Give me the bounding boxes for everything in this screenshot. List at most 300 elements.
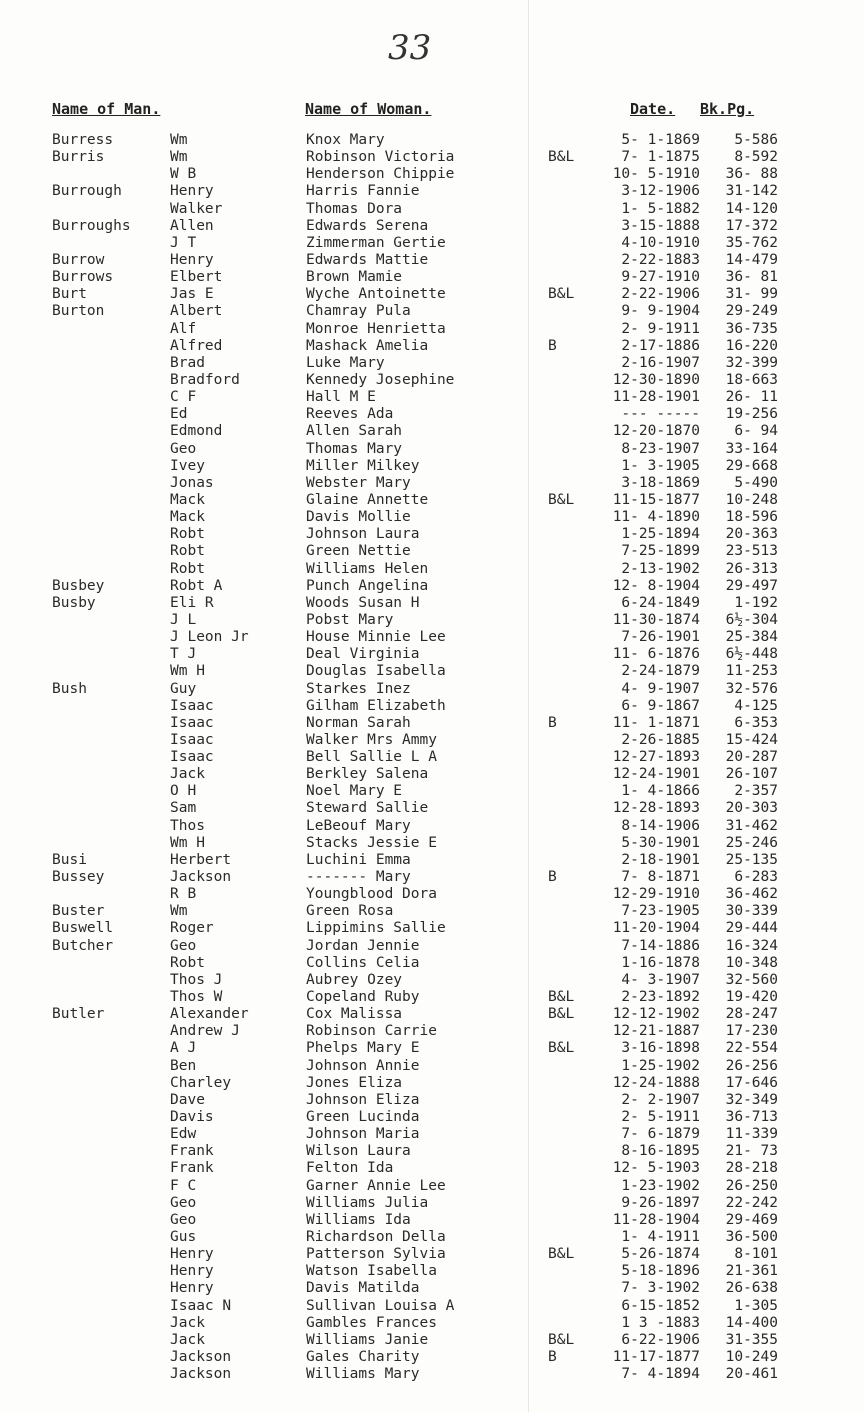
record-date: 12-21-1887	[612, 1023, 700, 1040]
record-book-page: 26-250	[725, 1177, 778, 1194]
record-date: 12-27-1893	[612, 749, 700, 766]
record-man-surname: Busby	[52, 594, 96, 611]
record-man-given-name: Henry	[170, 1246, 214, 1263]
record-man-given-name: Roger	[170, 920, 214, 937]
record-man-given-name: R B	[170, 886, 197, 903]
record-man-given-name: Alexander	[170, 1006, 249, 1023]
record-row	[0, 321, 864, 338]
record-man-given-name: Alf	[170, 320, 197, 337]
record-row	[0, 1315, 864, 1332]
record-date: 1-25-1902	[621, 1057, 700, 1074]
record-row	[0, 783, 864, 800]
record-date: 3-12-1906	[621, 183, 700, 200]
record-date: 6- 9-1867	[621, 697, 700, 714]
record-book-page: 4-125	[734, 697, 778, 714]
record-note: B&L	[548, 286, 575, 303]
record-man-surname: Bush	[52, 680, 87, 697]
record-book-page: 22-242	[725, 1194, 778, 1211]
record-man-surname: Buster	[52, 903, 105, 920]
record-row	[0, 509, 864, 526]
record-man-given-name: J T	[170, 234, 197, 251]
record-book-page: 29-249	[725, 303, 778, 320]
record-row	[0, 1075, 864, 1092]
record-man-given-name: Thos W	[170, 989, 223, 1006]
record-woman-name: Zimmerman Gertie	[306, 234, 446, 251]
record-book-page: 23-513	[725, 543, 778, 560]
record-woman-name: Woods Susan H	[306, 594, 420, 611]
record-man-given-name: T J	[170, 646, 197, 663]
record-man-surname: Burrough	[52, 183, 122, 200]
record-date: 2-22-1906	[621, 286, 700, 303]
record-man-given-name: Allen	[170, 217, 214, 234]
record-man-given-name: Isaac	[170, 731, 214, 748]
record-note: B&L	[548, 1006, 575, 1023]
record-man-given-name: Eli R	[170, 594, 214, 611]
record-date: 7- 4-1894	[621, 1366, 700, 1383]
record-date: 6-24-1849	[621, 594, 700, 611]
record-book-page: 36-713	[725, 1109, 778, 1126]
record-row	[0, 1023, 864, 1040]
record-man-given-name: Jonas	[170, 474, 214, 491]
record-book-page: 35-762	[725, 234, 778, 251]
record-book-page: 31-355	[725, 1331, 778, 1348]
record-man-given-name: Bradford	[170, 371, 240, 388]
record-woman-name: Luke Mary	[306, 354, 385, 371]
record-date: 3-15-1888	[621, 217, 700, 234]
record-date: 7-23-1905	[621, 903, 700, 920]
record-date: 2-23-1892	[621, 989, 700, 1006]
record-date: 10- 5-1910	[612, 166, 700, 183]
record-book-page: 32-349	[725, 1091, 778, 1108]
record-date: 8-14-1906	[621, 817, 700, 834]
record-book-page: 36- 81	[725, 269, 778, 286]
record-book-page: 36-735	[725, 320, 778, 337]
record-woman-name: Stacks Jessie E	[306, 834, 437, 851]
record-note: B	[548, 869, 557, 886]
header-name-of-man: Name of Man.	[52, 100, 161, 118]
record-date: 12-28-1893	[612, 800, 700, 817]
record-date: 5-26-1874	[621, 1246, 700, 1263]
record-row	[0, 475, 864, 492]
record-date: 7-14-1886	[621, 937, 700, 954]
record-man-surname: Butcher	[52, 937, 114, 954]
record-man-given-name: Jack	[170, 1314, 205, 1331]
record-date: 1- 4-1866	[621, 783, 700, 800]
record-date: 1- 4-1911	[621, 1229, 700, 1245]
record-note: B&L	[548, 491, 575, 508]
record-book-page: 8-592	[734, 149, 778, 166]
record-man-given-name: Isaac	[170, 749, 214, 766]
record-woman-name: Davis Matilda	[306, 1280, 420, 1297]
record-man-given-name: Ed	[170, 406, 188, 423]
record-man-given-name: Henry	[170, 251, 214, 268]
record-date: 2-16-1907	[621, 354, 700, 371]
record-man-given-name: Geo	[170, 1211, 197, 1228]
record-woman-name: Punch Angelina	[306, 577, 429, 594]
record-woman-name: Green Rosa	[306, 903, 394, 920]
record-row	[0, 423, 864, 440]
record-book-page: 2-357	[734, 783, 778, 800]
record-date: 12-29-1910	[612, 886, 700, 903]
record-date: 12- 5-1903	[612, 1160, 700, 1177]
record-row	[0, 543, 864, 560]
record-book-page: 32-560	[725, 971, 778, 988]
record-woman-name: Pobst Mary	[306, 611, 394, 628]
record-woman-name: Jordan Jennie	[306, 937, 420, 954]
record-row	[0, 201, 864, 218]
record-date: 1- 5-1882	[621, 200, 700, 217]
record-man-given-name: Wm	[170, 149, 188, 166]
record-date: 2-26-1885	[621, 731, 700, 748]
record-book-page: 33-164	[725, 440, 778, 457]
record-woman-name: Gilham Elizabeth	[306, 697, 446, 714]
record-woman-name: Felton Ida	[306, 1160, 394, 1177]
record-woman-name: Garner Annie Lee	[306, 1177, 446, 1194]
record-date: 11-17-1877	[612, 1348, 700, 1365]
record-book-page: 17-646	[725, 1074, 778, 1091]
record-book-page: 20-303	[725, 800, 778, 817]
record-book-page: 16-220	[725, 337, 778, 354]
record-row	[0, 1160, 864, 1177]
record-date: 6-15-1852	[621, 1297, 700, 1314]
record-row	[0, 406, 864, 423]
record-woman-name: Norman Sarah	[306, 714, 411, 731]
record-woman-name: Deal Virginia	[306, 646, 420, 663]
record-man-surname: Burt	[52, 286, 87, 303]
record-woman-name: Douglas Isabella	[306, 663, 446, 680]
record-man-given-name: Geo	[170, 937, 197, 954]
record-book-page: 8-101	[734, 1246, 778, 1263]
record-book-page: 25-246	[725, 834, 778, 851]
record-row	[0, 749, 864, 766]
record-woman-name: Mashack Amelia	[306, 337, 429, 354]
record-man-given-name: Wm	[170, 132, 188, 148]
record-date: 7-26-1901	[621, 629, 700, 646]
record-row	[0, 218, 864, 235]
record-man-surname: Burrow	[52, 251, 105, 268]
record-row	[0, 1349, 864, 1366]
record-man-given-name: Isaac	[170, 714, 214, 731]
record-book-page: 31- 99	[725, 286, 778, 303]
record-date: 3-16-1898	[621, 1040, 700, 1057]
record-woman-name: Noel Mary E	[306, 783, 403, 800]
record-book-page: 10-249	[725, 1348, 778, 1365]
record-woman-name: Wyche Antoinette	[306, 286, 446, 303]
record-book-page: 17-230	[725, 1023, 778, 1040]
record-date: 12-30-1890	[612, 371, 700, 388]
record-woman-name: Gales Charity	[306, 1348, 420, 1365]
record-date: 12- 8-1904	[612, 577, 700, 594]
record-man-surname: Burrows	[52, 269, 114, 286]
record-man-given-name: Geo	[170, 440, 197, 457]
record-date: 7- 3-1902	[621, 1280, 700, 1297]
record-woman-name: Wilson Laura	[306, 1143, 411, 1160]
record-woman-name: Henderson Chippie	[306, 166, 455, 183]
record-book-page: 14-120	[725, 200, 778, 217]
record-date: --- -----	[621, 406, 700, 423]
record-book-page: 26-313	[725, 560, 778, 577]
record-row	[0, 183, 864, 200]
record-date: 5-30-1901	[621, 834, 700, 851]
record-book-page: 21-361	[725, 1263, 778, 1280]
record-woman-name: Starkes Inez	[306, 680, 411, 697]
record-date: 4-10-1910	[621, 234, 700, 251]
record-row	[0, 698, 864, 715]
record-row	[0, 286, 864, 303]
record-book-page: 14-400	[725, 1314, 778, 1331]
record-row	[0, 338, 864, 355]
record-row	[0, 458, 864, 475]
record-row	[0, 372, 864, 389]
record-woman-name: Reeves Ada	[306, 406, 394, 423]
record-woman-name: Edwards Serena	[306, 217, 429, 234]
record-date: 1-16-1878	[621, 954, 700, 971]
record-man-given-name: Wm H	[170, 663, 205, 680]
record-man-given-name: Jackson	[170, 1366, 232, 1383]
record-row	[0, 800, 864, 817]
record-date: 1 3 -1883	[621, 1314, 700, 1331]
record-book-page: 22-554	[725, 1040, 778, 1057]
record-book-page: 18-596	[725, 509, 778, 526]
record-book-page: 28-218	[725, 1160, 778, 1177]
record-row	[0, 818, 864, 835]
record-woman-name: Robinson Carrie	[306, 1023, 437, 1040]
record-woman-name: Harris Fannie	[306, 183, 420, 200]
record-woman-name: Davis Mollie	[306, 509, 411, 526]
record-row	[0, 886, 864, 903]
record-book-page: 31-142	[725, 183, 778, 200]
record-date: 2- 2-1907	[621, 1091, 700, 1108]
record-row	[0, 1092, 864, 1109]
record-row	[0, 1178, 864, 1195]
record-date: 12-24-1888	[612, 1074, 700, 1091]
record-man-given-name: Jackson	[170, 1348, 232, 1365]
record-woman-name: Copeland Ruby	[306, 989, 420, 1006]
record-note: B&L	[548, 989, 575, 1006]
record-row	[0, 852, 864, 869]
record-date: 11-20-1904	[612, 920, 700, 937]
record-woman-name: Patterson Sylvia	[306, 1246, 446, 1263]
record-woman-name: Edwards Mattie	[306, 251, 429, 268]
record-book-page: 15-424	[725, 731, 778, 748]
record-date: 2-13-1902	[621, 560, 700, 577]
record-man-surname: Busi	[52, 851, 87, 868]
record-date: 11- 4-1890	[612, 509, 700, 526]
record-woman-name: Berkley Salena	[306, 766, 429, 783]
record-book-page: 16-324	[725, 937, 778, 954]
record-man-given-name: Gus	[170, 1229, 197, 1245]
record-book-page: 29-469	[725, 1211, 778, 1228]
record-row	[0, 989, 864, 1006]
record-date: 1-23-1902	[621, 1177, 700, 1194]
record-man-given-name: Dave	[170, 1091, 205, 1108]
record-row	[0, 1280, 864, 1297]
record-man-given-name: Robt A	[170, 577, 223, 594]
record-row	[0, 681, 864, 698]
record-man-given-name: Mack	[170, 509, 205, 526]
record-woman-name: Gambles Frances	[306, 1314, 437, 1331]
record-date: 7-25-1899	[621, 543, 700, 560]
record-book-page: 6½-448	[725, 646, 778, 663]
marriage-records-list	[0, 132, 864, 1383]
record-woman-name: Webster Mary	[306, 474, 411, 491]
record-man-given-name: Ben	[170, 1057, 197, 1074]
record-man-given-name: Robt	[170, 560, 205, 577]
record-book-page: 1-192	[734, 594, 778, 611]
record-book-page: 29-444	[725, 920, 778, 937]
record-woman-name: Phelps Mary E	[306, 1040, 420, 1057]
record-date: 9-27-1910	[621, 269, 700, 286]
record-man-surname: Burroughs	[52, 217, 131, 234]
record-woman-name: Bell Sallie L A	[306, 749, 437, 766]
record-book-page: 36-462	[725, 886, 778, 903]
record-man-given-name: Thos J	[170, 971, 223, 988]
record-man-given-name: Robt	[170, 543, 205, 560]
record-book-page: 14-479	[725, 251, 778, 268]
record-row	[0, 955, 864, 972]
record-row	[0, 595, 864, 612]
record-man-given-name: Henry	[170, 1280, 214, 1297]
record-date: 5-18-1896	[621, 1263, 700, 1280]
record-row	[0, 441, 864, 458]
record-row	[0, 903, 864, 920]
record-row	[0, 303, 864, 320]
record-book-page: 17-372	[725, 217, 778, 234]
record-man-surname: Busbey	[52, 577, 105, 594]
record-woman-name: Sullivan Louisa A	[306, 1297, 455, 1314]
record-date: 12-24-1901	[612, 766, 700, 783]
record-row	[0, 1143, 864, 1160]
record-woman-name: Collins Celia	[306, 954, 420, 971]
record-book-page: 6-283	[734, 869, 778, 886]
record-woman-name: Williams Janie	[306, 1331, 429, 1348]
record-man-given-name: F C	[170, 1177, 197, 1194]
record-woman-name: Robinson Victoria	[306, 149, 455, 166]
record-man-given-name: J L	[170, 611, 197, 628]
record-row	[0, 835, 864, 852]
record-date: 2-18-1901	[621, 851, 700, 868]
record-book-page: 20-363	[725, 526, 778, 543]
record-man-surname: Burton	[52, 303, 105, 320]
record-book-page: 28-247	[725, 1006, 778, 1023]
record-book-page: 11-253	[725, 663, 778, 680]
record-row	[0, 629, 864, 646]
record-date: 8-16-1895	[621, 1143, 700, 1160]
record-woman-name: Chamray Pula	[306, 303, 411, 320]
record-row	[0, 235, 864, 252]
record-book-page: 36- 88	[725, 166, 778, 183]
record-book-page: 26- 11	[725, 389, 778, 406]
record-row	[0, 1332, 864, 1349]
record-row	[0, 389, 864, 406]
record-man-given-name: Robt	[170, 526, 205, 543]
record-row	[0, 355, 864, 372]
record-woman-name: Thomas Mary	[306, 440, 403, 457]
record-woman-name: Williams Julia	[306, 1194, 429, 1211]
record-woman-name: Johnson Laura	[306, 526, 420, 543]
record-row	[0, 1298, 864, 1315]
record-woman-name: Richardson Della	[306, 1229, 446, 1245]
record-date: 9-26-1897	[621, 1194, 700, 1211]
record-book-page: 5-586	[734, 132, 778, 148]
record-row	[0, 166, 864, 183]
record-man-given-name: Henry	[170, 183, 214, 200]
record-note: B	[548, 1348, 557, 1365]
record-note: B	[548, 337, 557, 354]
record-book-page: 18-663	[725, 371, 778, 388]
record-date: 4- 3-1907	[621, 971, 700, 988]
record-row	[0, 972, 864, 989]
record-row	[0, 715, 864, 732]
record-woman-name: Watson Isabella	[306, 1263, 437, 1280]
record-date: 9- 9-1904	[621, 303, 700, 320]
header-name-of-woman: Name of Woman.	[305, 100, 432, 118]
record-man-given-name: Mack	[170, 491, 205, 508]
record-woman-name: Knox Mary	[306, 132, 385, 148]
record-man-given-name: Wm H	[170, 834, 205, 851]
record-man-given-name: Jack	[170, 1331, 205, 1348]
record-man-given-name: Edmond	[170, 423, 223, 440]
record-woman-name: House Minnie Lee	[306, 629, 446, 646]
record-row	[0, 252, 864, 269]
record-man-given-name: Isaac	[170, 697, 214, 714]
record-book-page: 6-353	[734, 714, 778, 731]
record-man-given-name: Sam	[170, 800, 197, 817]
record-woman-name: Williams Helen	[306, 560, 429, 577]
record-date: 3-18-1869	[621, 474, 700, 491]
record-date: 8-23-1907	[621, 440, 700, 457]
record-book-page: 29-497	[725, 577, 778, 594]
record-row	[0, 1126, 864, 1143]
record-date: 11-28-1904	[612, 1211, 700, 1228]
record-man-given-name: J Leon Jr	[170, 629, 249, 646]
record-date: 7- 8-1871	[621, 869, 700, 886]
record-date: 2-17-1886	[621, 337, 700, 354]
record-woman-name: Luchini Emma	[306, 851, 411, 868]
record-man-given-name: Isaac N	[170, 1297, 232, 1314]
record-row	[0, 132, 864, 149]
record-book-page: 31-462	[725, 817, 778, 834]
record-woman-name: Walker Mrs Ammy	[306, 731, 437, 748]
record-date: 11-28-1901	[612, 389, 700, 406]
record-woman-name: Cox Malissa	[306, 1006, 403, 1023]
record-date: 11- 1-1871	[612, 714, 700, 731]
record-date: 11-15-1877	[612, 491, 700, 508]
record-date: 4- 9-1907	[621, 680, 700, 697]
record-row	[0, 149, 864, 166]
header-book-page: Bk.Pg.	[700, 100, 755, 118]
record-date: 11-30-1874	[612, 611, 700, 628]
record-note: B	[548, 714, 557, 731]
record-book-page: 6½-304	[725, 611, 778, 628]
record-row	[0, 1109, 864, 1126]
record-man-given-name: Albert	[170, 303, 223, 320]
record-man-given-name: Guy	[170, 680, 197, 697]
record-book-page: 19-256	[725, 406, 778, 423]
record-row	[0, 1229, 864, 1246]
record-woman-name: Monroe Henrietta	[306, 320, 446, 337]
record-book-page: 32-399	[725, 354, 778, 371]
record-book-page: 11-339	[725, 1126, 778, 1143]
record-man-given-name: Walker	[170, 200, 223, 217]
record-man-given-name: Geo	[170, 1194, 197, 1211]
record-date: 12-12-1902	[612, 1006, 700, 1023]
record-date: 7- 6-1879	[621, 1126, 700, 1143]
record-man-surname: Buswell	[52, 920, 114, 937]
record-woman-name: Johnson Eliza	[306, 1091, 420, 1108]
record-man-given-name: Edw	[170, 1126, 197, 1143]
record-woman-name: Allen Sarah	[306, 423, 403, 440]
